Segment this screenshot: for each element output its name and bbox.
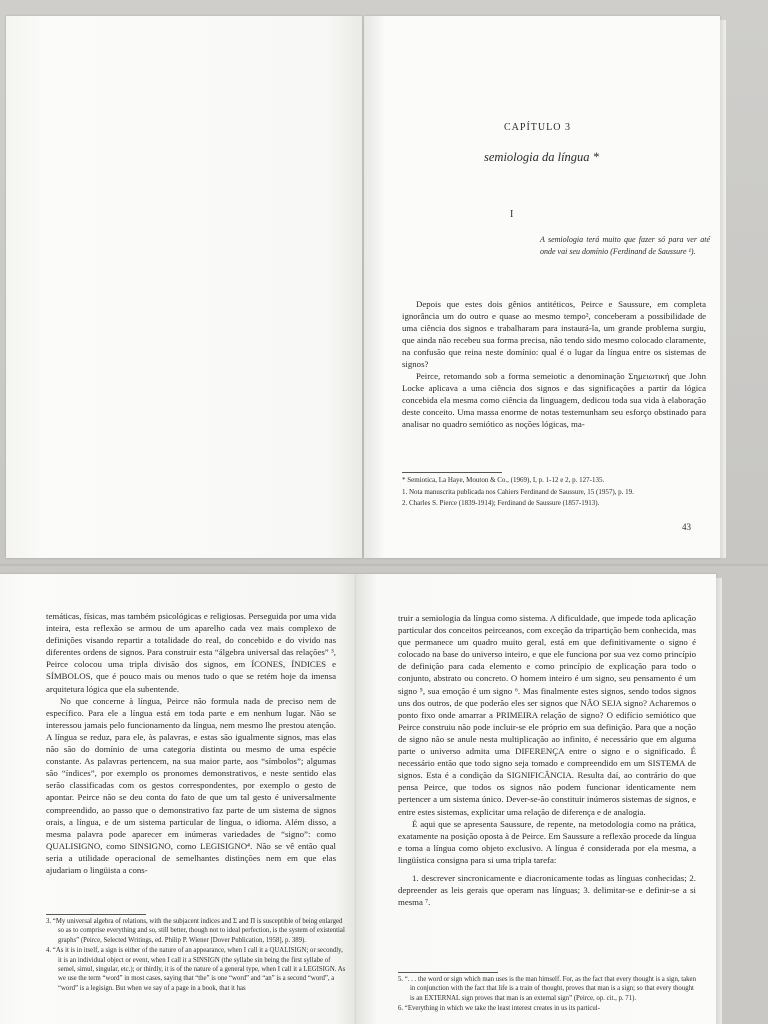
page-stack-edge [720, 20, 726, 558]
footnote-rule [46, 914, 146, 915]
paragraph-text: temáticas, físicas, mas também psicológicas e religiosas. Perseguida por uma vida inteira, esta reflexão se armou de um aparelho cada vez mais complexo de definições visando repartir a totalidade do real, do concebido e do vivido nas diferentes ordens de signos. Para construir esta “álgebra universal das relações” ³, Peirce colocou uma tripla divisão dos signos, em ÍCONES, ÍNDICES e SÍMBOLOS, que é pouco mais ou menos tudo o que se retém hoje da imensa arquitetura lógica que ela subentende. [46, 611, 336, 694]
paragraph-text: No que concerne à língua, Peirce não formula nada de preciso nem de específico. Para ele a língua está em toda parte e em nenhum lugar. Não se interessou jamais pelo funcionamento da língua, nem mesmo lhe prestou atenção. A língua se reduz, para ele, às palavras, e estas são igualmente signos, mas elas não são do domínio de uma categoria distinta ou mesmo de uma espécie constante. As palavras pertencem, na sua maior parte, aos “símbolos”; algumas são “índices”, por exemplo os pronomes demonstrativos, e neste sentido elas serão classificadas com os gestos correspondentes, por exemplo o gesto de apontar. Peirce não se deu conta do fato de que um tal gesto é universalmente compreendido, ao passo que o demonstrativo faz parte de um sistema de signos orais, a língua, e de um sistema particular de língua, o idioma. Além disso, a mesma palavra pode aparecer em inúmeras variedades de “signo”: como QUALISIGNO, como SINSIGNO, como LEGISIGNO⁴. Não se vê então qual seria a utilidade operacional de semelhantes distinções nem em que elas ajudariam o lingüista a cons- [46, 695, 336, 875]
body-text [46, 610, 336, 876]
page-number: 43 [682, 522, 691, 532]
footnote-rule [402, 472, 502, 473]
page-45 [356, 574, 716, 1024]
page-44 [0, 574, 356, 1024]
footnotes [46, 917, 346, 994]
page-43 [364, 16, 720, 558]
body-paragraph [402, 298, 706, 371]
paragraph-text: Peirce, retomando sob a forma semeiotic a denominação Σημειωτική que John Locke aplicava a uma ciência dos signos e das significações a partir da lógica concebida ela mesma como ciência da linguagem, dedicou toda sua vida à elaboração deste conceito. Uma massa enorme de notas testemunham seu esforço obstinado para analisar no quadro semiótico as noções lógicas, ma- [402, 371, 706, 430]
show-through-text [156, 198, 276, 238]
epigraph: A semiologia terá muito que fazer só para ver até onde vai seu domínio (Ferdinand de Saussure ¹). [540, 235, 710, 256]
section-number: I [510, 209, 514, 220]
footnotes [398, 975, 698, 1015]
footnote-rule [398, 972, 498, 973]
footnotes [402, 475, 712, 510]
page-stack-edge [716, 578, 722, 1024]
chapter-label: CAPÍTULO 3 [504, 122, 571, 133]
list-item: 1. descrever sincronicamente e diacronicamente todas as línguas conhecidas; 2. depreender as leis gerais que operam nas línguas; 3. delimitar-se e definir-se a si mesma ⁷. [398, 872, 696, 908]
body-text [398, 612, 696, 908]
footnote: 2. Charles S. Pierce (1839-1914); Ferdinand de Saussure (1857-1913). [402, 499, 600, 507]
paragraph-text: truir a semiologia da língua como sistema. A dificuldade, que impede toda aplicação particular dos conceitos peirceanos, com exceção da tripartição bem conhecida, mas que permanece um quadro muito geral, está em que definitivamente o signo é colocado na base do universo inteiro, e que ele funciona por sua vez como princípio de definição para cada elemento e como princípio de explicação para todo o conjunto, abstrato ou concreto. O homem inteiro é um signo, seu pensamento é um signo ⁵, sua emoção é um signo ⁶. Mas finalmente estes signos, sendo todos signos uns dos outros, de que poderão eles ser signos que NÃO SEJA signo? Acharemos o ponto fixo onde amarrar a PRIMEIRA relação de signo? O edifício semiótico que Peirce construiu não pode incluir-se ele próprio em sua definição. Para que a noção de signo não se anule nesta multiplicação ao infinito, é necessário que em alguma parte o universo admita uma DIFERENÇA entre o signo e o significado. É necessário então que todo signo seja tomado e compreendido em um SISTEMA de signos. Esta é a condição da SIGNIFICÂNCIA. Resulta daí, ao contrário do que pensa Peirce, que todos os signos não podem funcionar identicamente nem pertencer a um sistema único. Dever-se-ão constituir inúmeros sistemas de signos, e entre estes sistemas, explicitar uma relação de diferença e de analogia. [398, 613, 696, 817]
footnote: * Semiotica, La Haye, Mouton & Co., (1969), I, p. 1-12 e 2, p. 127-135. [402, 476, 605, 484]
footnote: 5. “. . . the word or sign which man uses is the man himself. For, as the fact that every thought is a sign, taken in conjunction with the fact that life is a train of thought, proves that man is a sign; so that every thought is an EXTERNAL sign proves that man is an external sign” (Peirce, op. cit., p. 71). [398, 976, 696, 1002]
footnote: 1. Nota manuscrita publicada nos Cahiers Ferdinand de Saussure, 15 (1957), p. 19. [402, 487, 634, 496]
paragraph-text: Depois que estes dois gênios antitéticos, Peirce e Saussure, em completa ignorância um do outro e quase ao mesmo tempo², conceberam a possibilidade de uma ciência dos signos e trabalharam para instaurá-la, um grande problema surgiu, que ainda não recebeu sua forma precisa, não tendo sido mesmo colocado claramente, na confusão que reina neste domínio: qual é o lugar da língua entre os sistemas de signos? [402, 299, 706, 370]
paragraph-text: É aqui que se apresenta Saussure, de repente, na metodologia como na prática, exatamente na posição oposta à de Peirce. Em Saussure a reflexão procede da língua e toma a língua como objeto exclusivo. A língua é considerada por ela mesma, a lingüística consigna para si uma tripla tarefa: [398, 818, 696, 865]
footnote: 3. “My universal algebra of relations, with the subjacent indices and Σ and Π is susceptible of being enlarged so as to comprise everything and so, still better, though not to ideal perfection, is the system of existential graphs” (Peirce, Selected Writings, ed. Philip P. Wiener [Dover Publication, 1958], p. 389). [46, 918, 345, 944]
blank-left-page [6, 16, 362, 558]
body-paragraph [402, 370, 706, 430]
footnote: 4. “As it is in itself, a sign is either of the nature of an appearance, when I call it a QUALISIGN; or secondly, it is an individual object or event, when I call it a SINSIGN (the syllabe sin being the first syllabe of semel, simul, singular, etc.); or thirdly, it is of the nature of a general type, when I call it a LEGISIGN. As we use the term “word” in most cases, saying that “the” is one “word” and “an” is a second “word”, a “word” is a legisign. But when we say of a page in a book, that it has [46, 947, 346, 992]
footnote: 6. “Everything in which we take the least interest creates in us its particul- [398, 1005, 600, 1013]
chapter-title: semiologia da língua * [484, 150, 599, 164]
task-list [398, 872, 696, 908]
